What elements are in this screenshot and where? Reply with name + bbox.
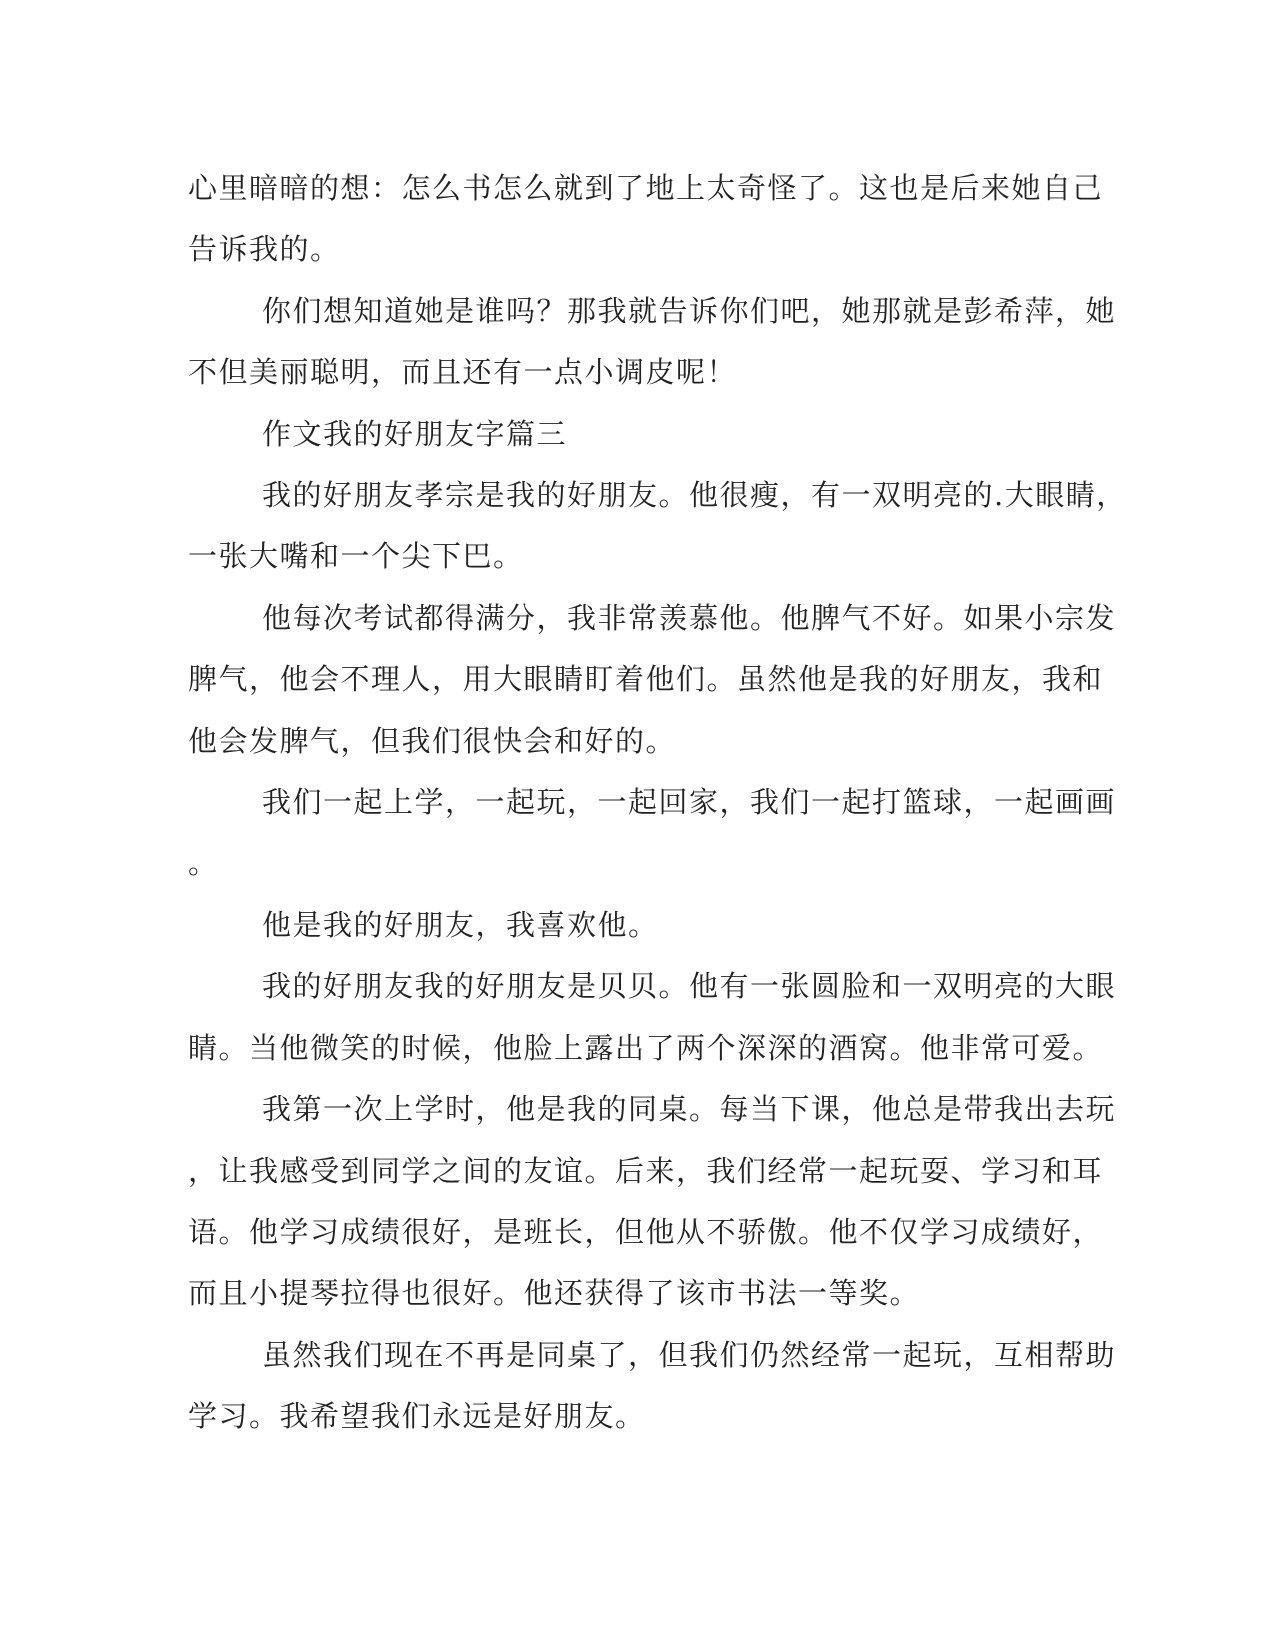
- text-line: 一张大嘴和一个尖下巴。: [188, 539, 524, 574]
- text-line: 虽然我们现在不再是同桌了，但我们仍然经常一起玩，互相帮助: [262, 1337, 1117, 1372]
- text-line: 不但美丽聪明，而且还有一点小调皮呢！: [188, 355, 738, 390]
- text-line: 他会发脾气，但我们很快会和好的。: [188, 723, 677, 758]
- text-line: 心里暗暗的想：怎么书怎么就到了地上太奇怪了。这也是后来她自己: [188, 171, 1104, 205]
- document-body: [188, 158, 1127, 1448]
- text-line: 你们想知道她是谁吗？那我就告诉你们吧，她那就是彭希萍，她: [262, 293, 1117, 328]
- section-heading: 作文我的好朋友字篇三: [262, 416, 568, 451]
- text-line: 语。他学习成绩很好，是班长，但他从不骄傲。他不仅学习成绩好，: [188, 1214, 1104, 1249]
- text-line: 告诉我的。: [188, 232, 341, 267]
- text-line: 。: [188, 846, 219, 881]
- text-line: 他每次考试都得满分，我非常羡慕他。他脾气不好。如果小宗发: [262, 600, 1117, 635]
- text-line: 睛。当他微笑的时候，他脸上露出了两个深深的酒窝。他非常可爱。: [188, 1030, 1104, 1065]
- text-line: 我的好朋友我的好朋友是贝贝。他有一张圆脸和一双明亮的大眼: [262, 969, 1117, 1004]
- text-line: 脾气，他会不理人，用大眼睛盯着他们。虽然他是我的好朋友，我和: [188, 662, 1104, 697]
- text-line: ，让我感受到同学之间的友谊。后来，我们经常一起玩耍、学习和耳: [188, 1153, 1104, 1188]
- text-line: 而且小提琴拉得也很好。他还获得了该市书法一等奖。: [188, 1276, 921, 1311]
- text-line: 我们一起上学，一起玩，一起回家，我们一起打篮球，一起画画: [262, 785, 1117, 820]
- text-line: 他是我的好朋友，我喜欢他。: [262, 907, 659, 942]
- text-line: 我的好朋友孝宗是我的好朋友。他很瘦，有一双明亮的.大眼睛，: [262, 478, 1127, 513]
- text-line: 学习。我希望我们永远是好朋友。: [188, 1399, 646, 1434]
- text-line: 我第一次上学时，他是我的同桌。每当下课，他总是带我出去玩: [262, 1092, 1117, 1127]
